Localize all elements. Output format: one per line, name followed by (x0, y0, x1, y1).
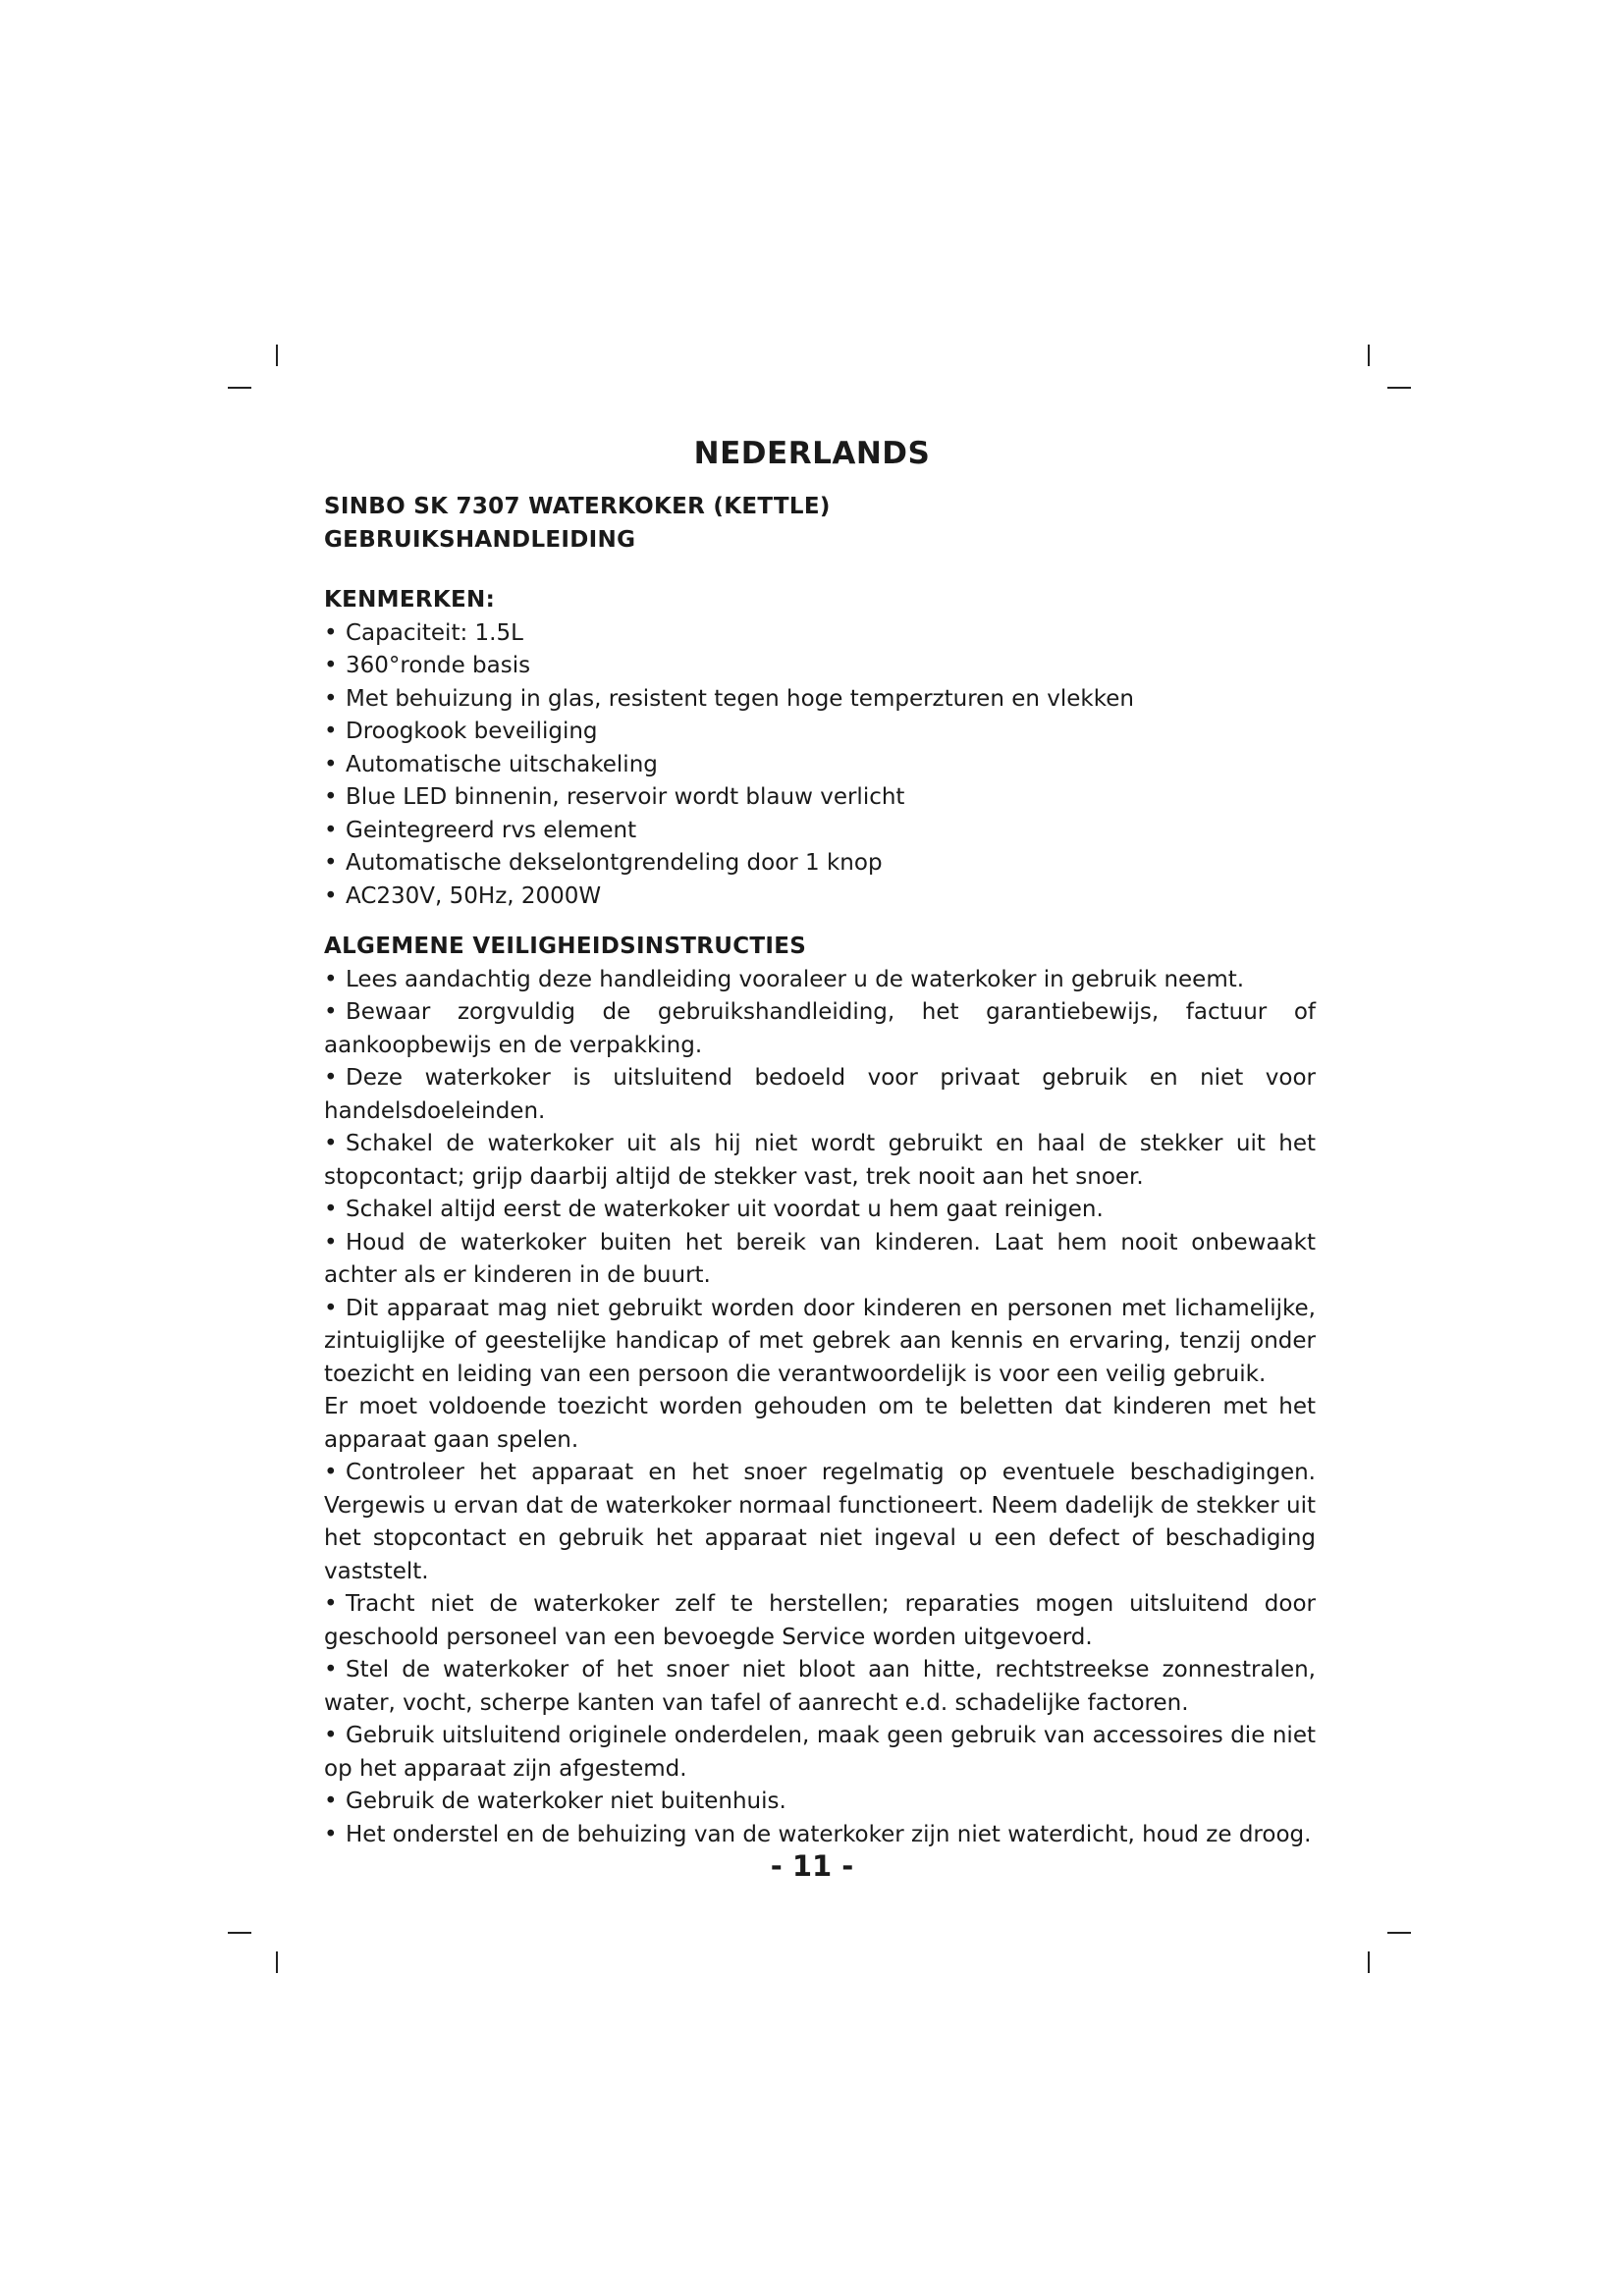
bullet: • (324, 653, 338, 678)
feature-item: • Geintegreerd rvs element (324, 815, 1316, 848)
safety-item: • Het onderstel en de behuizing van de waterkoker zijn niet waterdicht, houd ze droog. (324, 1819, 1316, 1852)
feature-item: • Droogkook beveiliging (324, 716, 1316, 749)
bullet: • (324, 966, 338, 992)
bullet: • (324, 817, 338, 843)
product-title: SINBO SK 7307 WATERKOKER (KETTLE) (324, 494, 831, 519)
feature-item: • Met behuizung in glas, resistent tegen hoge temperzturen en vlekken (324, 683, 1316, 717)
bullet: • (324, 751, 338, 777)
safety-item: • Dit apparaat mag niet gebruikt worden door kinderen en personen met lichamelijke, zintuiglijke of geestelijke handicap of met gebrek aan kennis en ervaring, tenzij onder toezicht en leiding van een persoon die verantwoordelijk is voor een veilig gebruik. (324, 1293, 1316, 1392)
safety-item: • Tracht niet de waterkoker zelf te herstellen; reparaties mogen uitsluitend door geschoold personeel van een bevoegde Service worden uitgevoerd. (324, 1588, 1316, 1654)
safety-item: • Schakel altijd eerst de waterkoker uit voordat u hem gaat reinigen. (324, 1194, 1316, 1227)
bullet: • (324, 784, 338, 810)
bullet: • (324, 1295, 338, 1321)
safety-list (324, 964, 1316, 1852)
bullet: • (324, 882, 338, 909)
feature-item: • Automatische uitschakeling (324, 749, 1316, 782)
bullet: • (324, 1591, 338, 1617)
safety-continuation: Er moet voldoende toezicht worden gehouden om te beletten dat kinderen met het apparaat gaan spelen. (324, 1394, 1316, 1453)
safety-item: • Stel de waterkoker of het snoer niet bloot aan hitte, rechtstreekse zonnestralen, water, vocht, scherpe kanten van tafel of aanrecht e.d. schadelijke factoren. (324, 1654, 1316, 1720)
safety-item: • Schakel de waterkoker uit als hij niet wordt gebruikt en haal de stekker uit het stopcontact; grijp daarbij altijd de stekker vast, trek nooit aan het snoer. (324, 1128, 1316, 1194)
bullet: • (324, 1657, 338, 1682)
crop-mark-bottom-right-horizontal (1387, 1932, 1411, 1934)
crop-mark-bottom-left-horizontal (228, 1932, 251, 1934)
safety-item: • Gebruik de waterkoker niet buitenhuis. (324, 1786, 1316, 1819)
bullet: • (324, 1065, 338, 1091)
safety-item: • Lees aandachtig deze handleiding vooraleer u de waterkoker in gebruik neemt. (324, 964, 1316, 997)
manual-content (324, 491, 1316, 1851)
feature-item: • Capaciteit: 1.5L (324, 617, 1316, 651)
bullet: • (324, 685, 338, 712)
manual-title: GEBRUIKSHANDLEIDING (324, 526, 636, 553)
safety-item: • Gebruik uitsluitend originele onderdelen, maak geen gebruik van accessoires die niet op het apparaat zijn afgestemd. (324, 1720, 1316, 1786)
bullet: • (324, 1131, 338, 1156)
bullet: • (324, 719, 338, 744)
feature-item: • AC230V, 50Hz, 2000W (324, 881, 1316, 914)
bullet: • (324, 1789, 338, 1814)
safety-item: • Houd de waterkoker buiten het bereik van kinderen. Laat hem nooit onbewaakt achter als er kinderen in de buurt. (324, 1227, 1316, 1293)
page-title: NEDERLANDS (693, 436, 931, 471)
crop-mark-bottom-left-vertical (276, 1951, 278, 1973)
bullet: • (324, 1460, 338, 1485)
bullet: • (324, 850, 338, 876)
features-list (324, 617, 1316, 914)
features-heading: KENMERKEN: (324, 587, 496, 613)
bullet: • (324, 1197, 338, 1222)
safety-item: • Deze waterkoker is uitsluitend bedoeld voor privaat gebruik en niet voor handelsdoeleinden. (324, 1062, 1316, 1128)
safety-heading: ALGEMENE VEILIGHEIDSINSTRUCTIES (324, 934, 807, 959)
feature-item: • 360°ronde basis (324, 650, 1316, 683)
bullet: • (324, 619, 338, 646)
bullet: • (324, 1229, 338, 1255)
safety-item: • Controleer het apparaat en het snoer regelmatig op eventuele beschadigingen. Vergewis u ervan dat de waterkoker normaal functioneert. Neem dadelijk de stekker uit het stopcontact en gebruik het apparaat niet ingeval u een defect of beschadiging vaststelt. (324, 1457, 1316, 1588)
crop-mark-bottom-right-vertical (1368, 1951, 1370, 1973)
bullet: • (324, 1723, 338, 1748)
product-header (324, 491, 1316, 557)
crop-mark-top-left-vertical (276, 345, 278, 366)
crop-mark-top-right-vertical (1368, 345, 1370, 366)
crop-mark-top-left-horizontal (228, 387, 251, 389)
feature-item: • Blue LED binnenin, reservoir wordt blauw verlicht (324, 781, 1316, 815)
safety-item: • Bewaar zorgvuldig de gebruikshandleiding, het garantiebewijs, factuur of aankoopbewijs en de verpakking. (324, 996, 1316, 1062)
bullet: • (324, 999, 338, 1025)
feature-item: • Automatische dekselontgrendeling door 1 knop (324, 847, 1316, 881)
crop-mark-top-right-horizontal (1387, 387, 1411, 389)
page-number: - 11 - (770, 1849, 854, 1883)
bullet: • (324, 1821, 338, 1847)
